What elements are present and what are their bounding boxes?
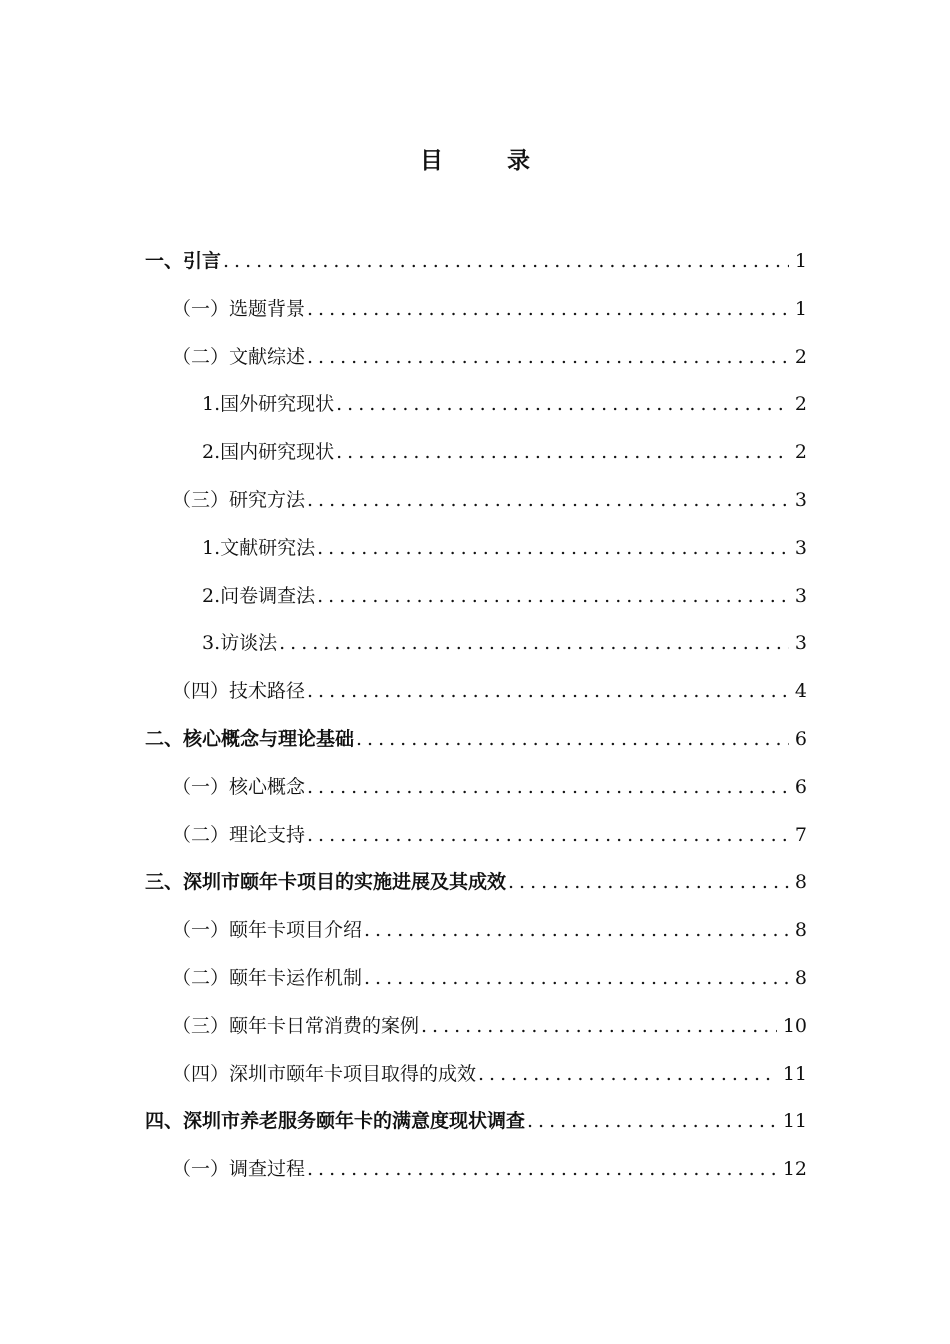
- toc-entry[interactable]: [145, 724, 807, 764]
- toc-entry-page-number: 1: [794, 297, 807, 320]
- toc-entry[interactable]: [172, 1154, 807, 1194]
- toc-entry[interactable]: [202, 628, 807, 668]
- dot-leader: [279, 632, 789, 654]
- toc-entry[interactable]: [145, 1106, 807, 1146]
- toc-entry-page-number: 4: [794, 680, 807, 703]
- toc-entry-page-number: 3: [794, 632, 807, 655]
- toc-entry-label: 2.问卷调查法: [202, 584, 316, 607]
- toc-entry-label: （四）深圳市颐年卡项目取得的成效: [172, 1062, 477, 1085]
- toc-entry-label: （一）核心概念: [172, 775, 306, 798]
- dot-leader: [336, 393, 789, 415]
- toc-entry[interactable]: [172, 342, 807, 382]
- dot-leader: [317, 537, 789, 559]
- toc-entry-page-number: 3: [794, 584, 807, 607]
- dot-leader: [421, 1015, 777, 1037]
- toc-entry-page-number: 2: [794, 441, 807, 464]
- toc-entry[interactable]: [172, 1059, 807, 1099]
- toc-entry-label: （二）颐年卡运作机制: [172, 967, 363, 989]
- toc-entry[interactable]: [172, 485, 807, 525]
- toc-entry[interactable]: [172, 915, 807, 955]
- toc-entry-page-number: 7: [794, 823, 807, 846]
- toc-entry-label: （二）文献综述: [172, 345, 306, 368]
- toc-entry-label: （二）理论支持: [172, 823, 306, 846]
- toc-title: 目 录: [419, 148, 558, 174]
- toc-entry[interactable]: [172, 772, 807, 812]
- dot-leader: [307, 298, 789, 320]
- toc-entry[interactable]: [145, 867, 807, 907]
- dot-leader: [336, 441, 789, 463]
- dot-leader: [364, 967, 789, 989]
- toc-entry[interactable]: [172, 820, 807, 860]
- toc-entry-page-number: 6: [794, 775, 807, 798]
- toc-entry-label: （三）研究方法: [172, 489, 306, 511]
- dot-leader: [307, 489, 789, 511]
- toc-entry-page-number: 8: [794, 967, 807, 989]
- toc-entry[interactable]: [145, 246, 807, 286]
- toc-entry-label: 1.文献研究法: [202, 536, 316, 559]
- toc-entry-page-number: 11: [782, 1110, 807, 1133]
- toc-entry-label: （一）选题背景: [172, 297, 306, 320]
- toc-entry-page-number: 10: [782, 1014, 807, 1037]
- toc-entry-page-number: 1: [794, 250, 807, 272]
- toc-entry-page-number: 3: [794, 536, 807, 559]
- toc-entry[interactable]: [172, 963, 807, 1003]
- toc-entry-label: （三）颐年卡日常消费的案例: [172, 1014, 420, 1037]
- dot-leader: [508, 871, 789, 893]
- dot-leader: [307, 824, 789, 846]
- dot-leader: [307, 1158, 777, 1180]
- dot-leader: [223, 250, 789, 272]
- toc-entry-label: 3.访谈法: [202, 632, 278, 655]
- toc-entry[interactable]: [202, 437, 807, 477]
- toc-entry-label: （一）调查过程: [172, 1158, 306, 1181]
- toc-entry[interactable]: [202, 533, 807, 573]
- dot-leader: [317, 585, 789, 607]
- toc-entry-label: 2.国内研究现状: [202, 441, 335, 464]
- toc-entry[interactable]: [202, 581, 807, 621]
- toc-entry-page-number: 3: [794, 489, 807, 511]
- toc-entry-label: 三、深圳市颐年卡项目的实施进展及其成效: [145, 871, 507, 894]
- dot-leader: [307, 346, 789, 368]
- toc-entry-label: 1.国外研究现状: [202, 393, 335, 416]
- dot-leader: [307, 680, 789, 702]
- toc-entry-label: 二、核心概念与理论基础: [145, 728, 355, 750]
- toc-entry-page-number: 8: [794, 871, 807, 894]
- toc-entry-label: 四、深圳市养老服务颐年卡的满意度现状调查: [145, 1110, 526, 1133]
- toc-entry-label: （一）颐年卡项目介绍: [172, 919, 363, 942]
- toc-entry-label: 一、引言: [145, 250, 222, 272]
- toc-entry-page-number: 8: [794, 919, 807, 942]
- dot-leader: [478, 1063, 777, 1085]
- toc-entry-page-number: 11: [782, 1062, 807, 1085]
- toc-entry[interactable]: [172, 294, 807, 334]
- toc-entry[interactable]: [202, 389, 807, 429]
- dot-leader: [356, 728, 789, 750]
- toc-entry-page-number: 12: [782, 1158, 807, 1181]
- dot-leader: [364, 919, 789, 941]
- dot-leader: [527, 1110, 777, 1132]
- toc-entry-page-number: 2: [794, 345, 807, 368]
- toc-entry-page-number: 2: [794, 393, 807, 416]
- toc-entry[interactable]: [172, 1011, 807, 1051]
- toc-entry-label: （四）技术路径: [172, 680, 306, 703]
- dot-leader: [307, 776, 789, 798]
- toc-entry[interactable]: [172, 676, 807, 716]
- toc-entry-page-number: 6: [794, 728, 807, 750]
